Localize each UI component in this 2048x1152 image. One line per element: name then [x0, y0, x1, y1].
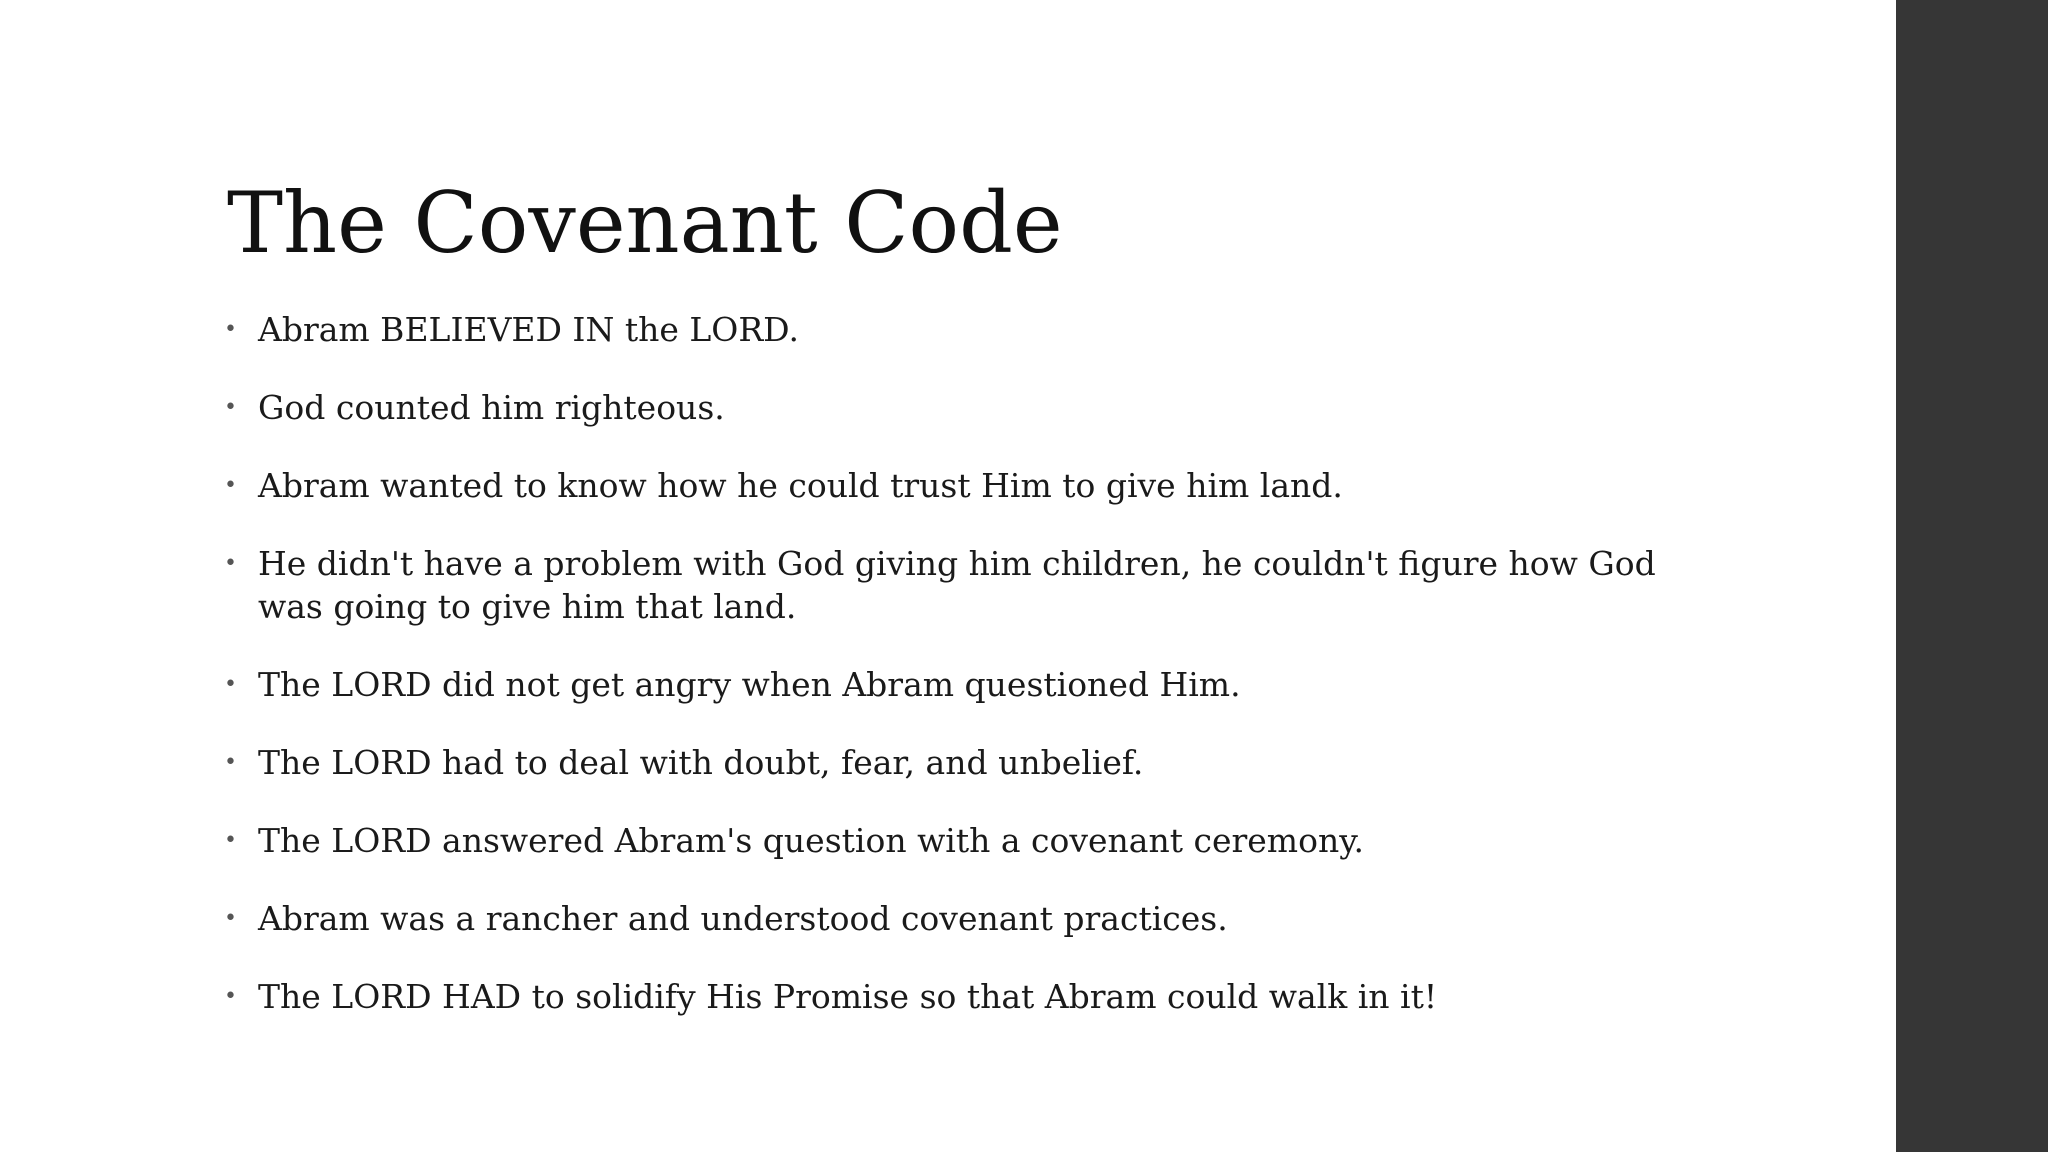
bullet-icon: • [224, 672, 237, 697]
bullet-item [220, 741, 1660, 784]
bullet-item [220, 897, 1660, 940]
bullet-text: He didn't have a problem with God giving him children, he couldn't figure how God was going to give him that land. [258, 544, 1656, 626]
bullet-icon: • [224, 828, 237, 853]
bullet-text: God counted him righteous. [258, 388, 725, 427]
bullet-text: Abram was a rancher and understood covenant practices. [258, 899, 1228, 938]
bullet-text: The LORD had to deal with doubt, fear, and unbelief. [258, 743, 1144, 782]
bullet-text: Abram BELIEVED IN the LORD. [258, 310, 799, 349]
bullet-icon: • [224, 906, 237, 931]
bullet-item [220, 308, 1660, 351]
slide-title: The Covenant Code [227, 174, 1063, 272]
bullet-icon: • [224, 551, 237, 576]
bullet-item [220, 386, 1660, 429]
bullet-text: The LORD did not get angry when Abram questioned Him. [258, 665, 1241, 704]
bullet-icon: • [224, 317, 237, 342]
bullet-icon: • [224, 473, 237, 498]
bullet-item [220, 819, 1660, 862]
bullet-list [220, 308, 1660, 1053]
bullet-icon: • [224, 395, 237, 420]
bullet-item [220, 975, 1660, 1018]
bullet-text: The LORD answered Abram's question with a covenant ceremony. [258, 821, 1364, 860]
side-accent-band [1896, 0, 2048, 1152]
bullet-item [220, 464, 1660, 507]
bullet-text: The LORD HAD to solidify His Promise so that Abram could walk in it! [258, 977, 1438, 1016]
bullet-icon: • [224, 750, 237, 775]
bullet-item [220, 542, 1660, 628]
bullet-icon: • [224, 984, 237, 1009]
bullet-item [220, 663, 1660, 706]
bullet-text: Abram wanted to know how he could trust Him to give him land. [258, 466, 1343, 505]
